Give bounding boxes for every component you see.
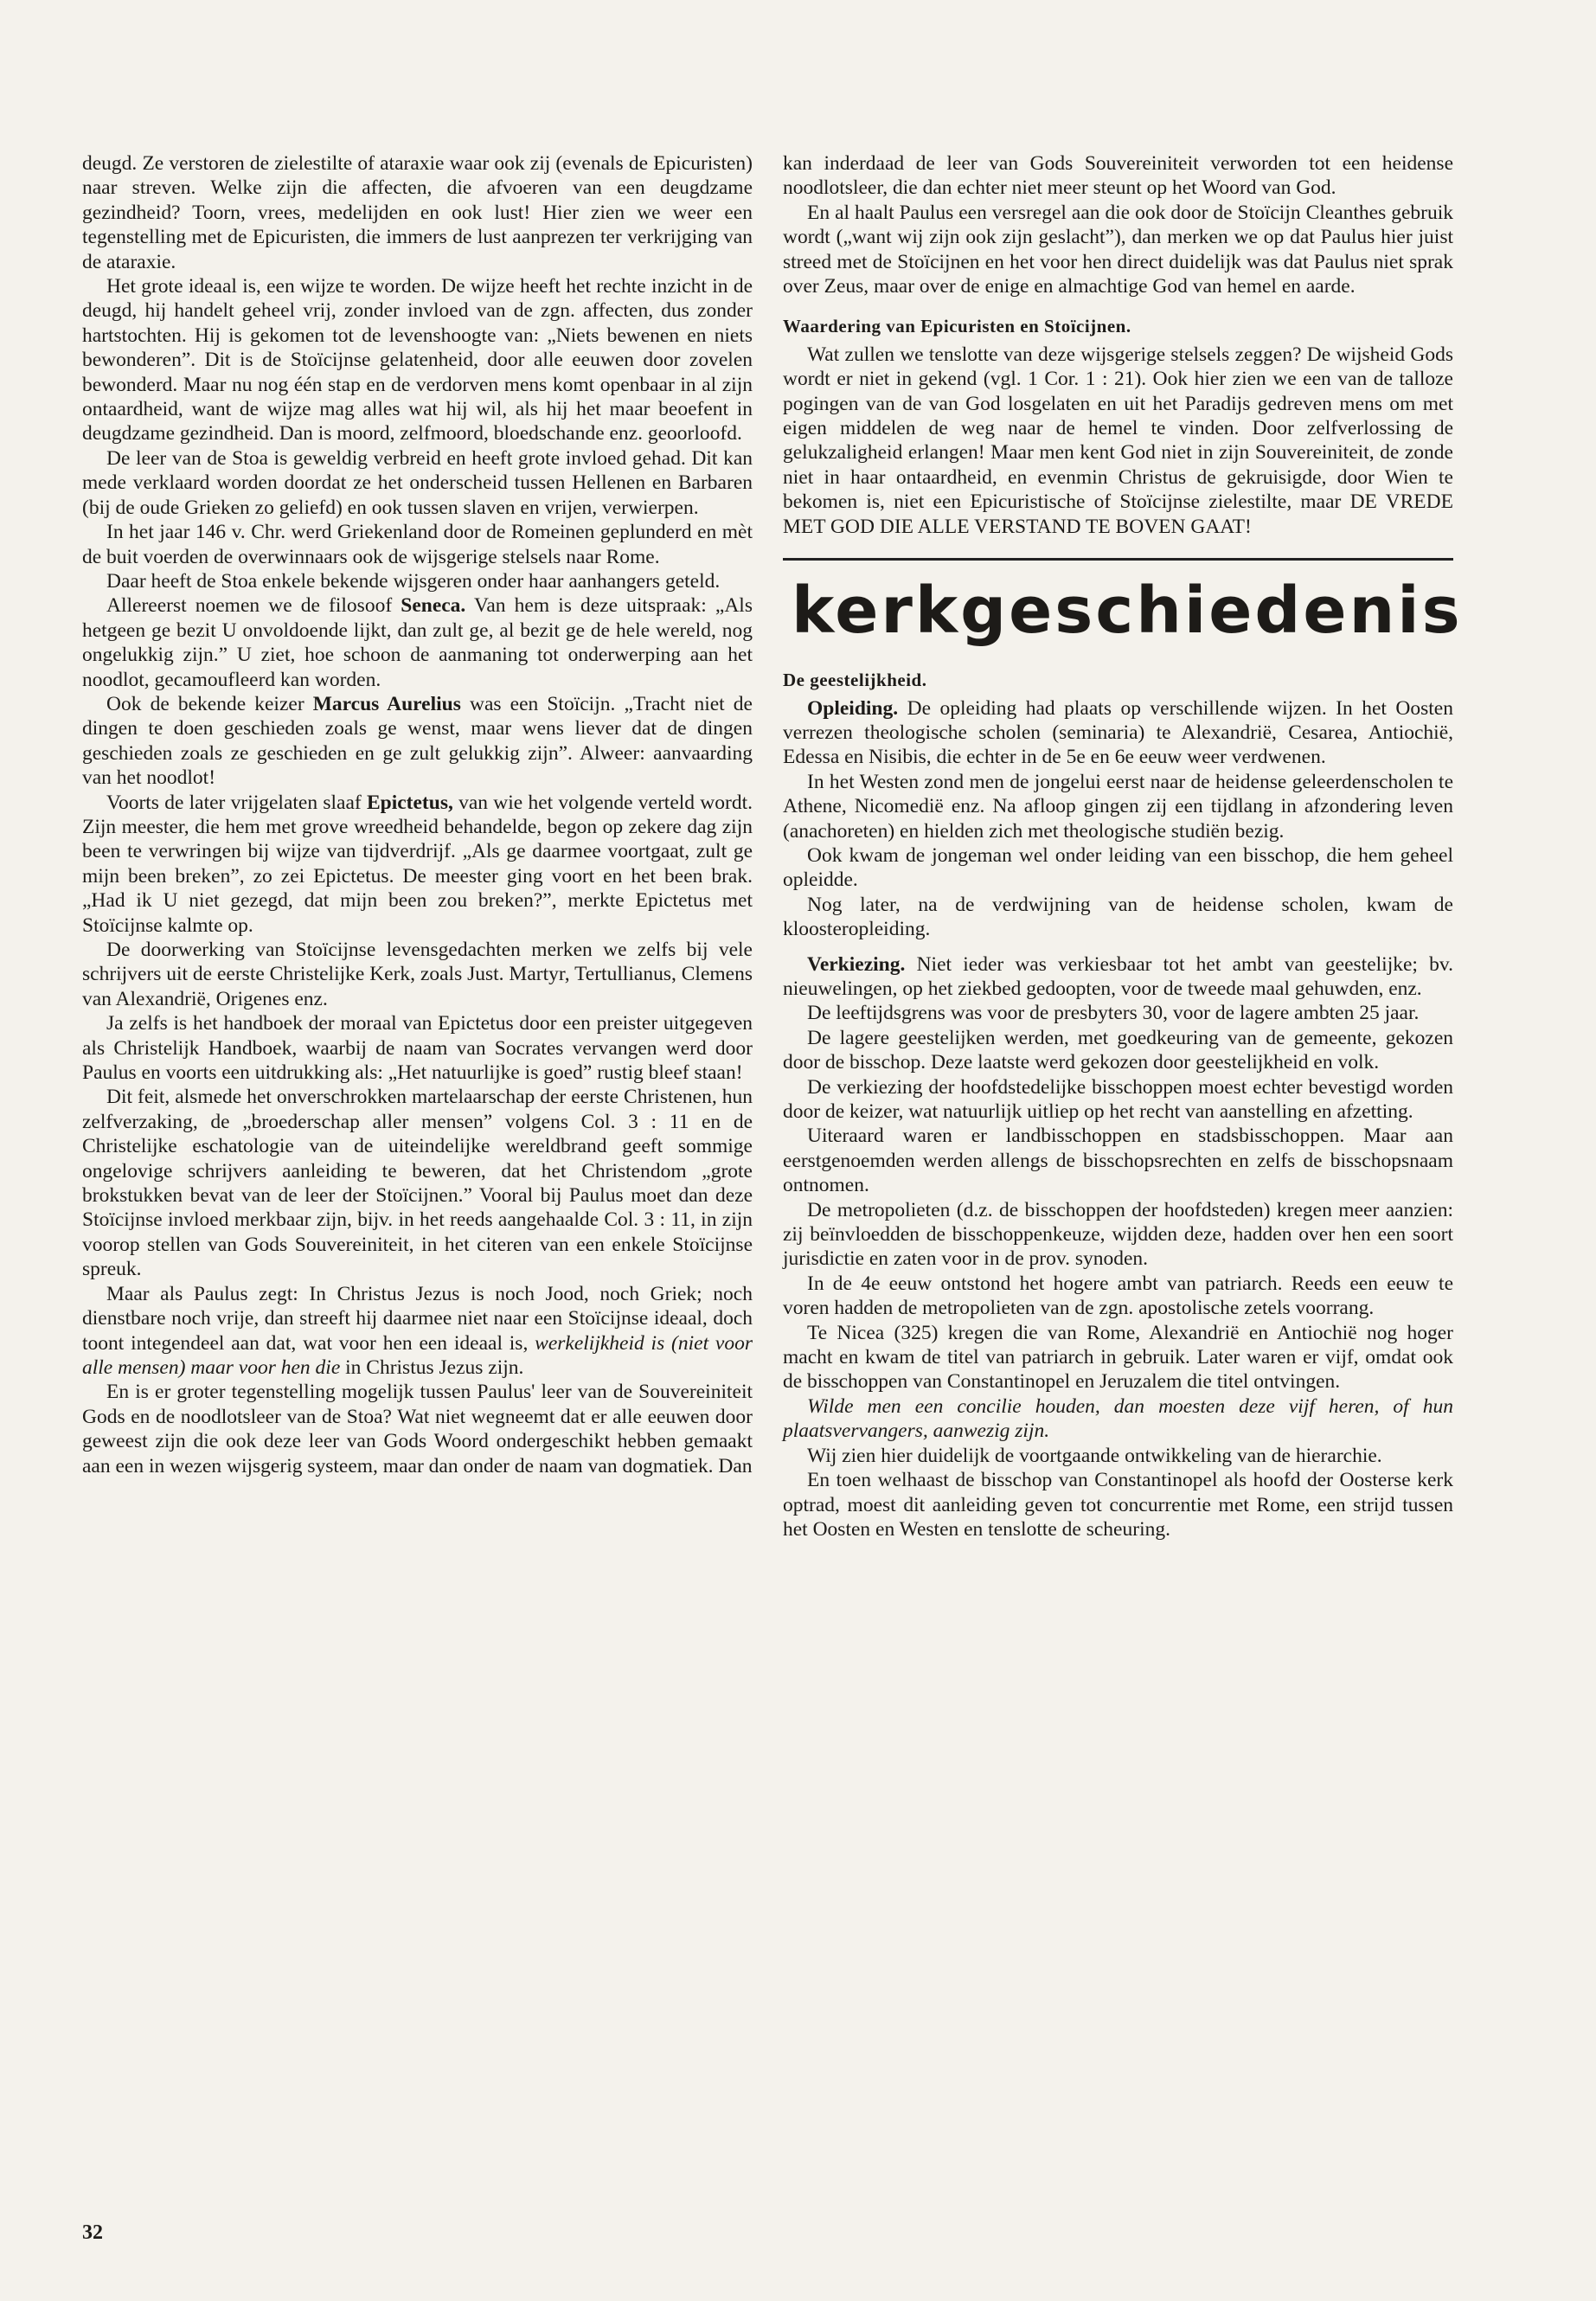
paragraph bbox=[783, 952, 1453, 1002]
text: Maar als Paulus zegt: In Christus Jezus is noch Jood, noch Griek; noch dienstbare noch vrije, dan streeft hij daarmee niet naar een Stoïcijnse ideaal, doch toont integendeel aan dat, wat voor hen een ideaal is, bbox=[82, 1282, 753, 1355]
paragraph: Ja zelfs is het handboek der moraal van Epictetus door een preister uitgegeven als Christelijk Handboek, waarbij de naam van Socrates vervangen werd door Paulus en voorts een uitdrukking als: „Het natuurlijke is goed” rustig bleef staan! bbox=[82, 1012, 753, 1085]
name-seneca: Seneca. bbox=[401, 594, 466, 618]
text: Ook de bekende keizer bbox=[106, 692, 313, 715]
paragraph: De verkiezing der hoofdstedelijke bisschoppen moest echter bevestigd worden door de keizer, wat natuurlijk uitliep op het recht van aanstelling en afzetting. bbox=[783, 1075, 1453, 1123]
paragraph: Wij zien hier duidelijk de voortgaande ontwikkeling van de hierarchie. bbox=[807, 1444, 1382, 1467]
paragraph: Nog later, na de verdwijning van de heidense scholen, kwam de kloosteropleiding. bbox=[783, 893, 1453, 941]
paragraph: Dit feit, alsmede het onverschrokken martelaarschap der eerste Christenen, hun zelfverzaking, de „broederschap aller mensen” volgens Col. 3 : 11 en de Christelijke eschatologie van de uiteindelijke wereldbrand geeft sommige ongelovige schrijvers aanleiding te beweren, dat het Christendom „grote brokstukken bevat van de leer der Stoïcijnen.” Vooral bij Paulus moet dan deze Stoïcijnse invloed merkbaar zijn, bijv. in het reeds aangehaalde Col. 3 : 11, in zijn voorop stellen van Gods Souvereiniteit, in het citeren van een enkele Stoïcijnse spreuk. bbox=[82, 1086, 753, 1281]
right-column bbox=[783, 151, 1463, 1541]
page-number: 32 bbox=[82, 2221, 103, 2244]
run-in-heading: Opleiding. bbox=[807, 696, 899, 720]
paragraph: De leer van de Stoa is geweldig verbreid en heeft grote invloed gehad. Dit kan mede verklaard worden doordat ze het onderscheid tussen Hellenen en Barbaren (bij de oude Grieken zo geliefd) en ook tussen slaven en vrijen, verwierpen. bbox=[82, 446, 753, 519]
paragraph bbox=[783, 696, 1453, 770]
name-marcus-aurelius: Marcus Aurelius bbox=[312, 692, 461, 715]
text: was een Stoïcijn. „Tracht niet de dingen te doen geschieden zoals ge wenst, maar wens liever dat de dingen geschieden zoals ze geschieden en ge zult gelukkig zijn”. Alweer: aanvaarding van het noodlot! bbox=[82, 692, 753, 790]
section-divider bbox=[783, 558, 1453, 561]
text: van wie het volgende verteld wordt. Zijn meester, die hem met grove wreedheid behandelde, begon op zekere dag zijn been te verwringen bij wijze van tijdverdrijf. „Als ge daarmee voortgaat, zult ge mijn been breken”, zo zei Epictetus. De meester ging voort en het been brak. „Had ik U niet gezegd, dat mijn been zou breken?”, merkte Epictetus met Stoïcijnse kalmte op. bbox=[82, 791, 753, 937]
subheading: Waardering van Epicuristen en Stoïcijnen. bbox=[783, 316, 1131, 337]
text: Van hem is deze uitspraak: „Als hetgeen ge bezit U onvoldoende lijkt, dan zult ge, al bezit ge de hele wereld, nog ongelukkig zijn.” U ziet, hoe schoon de aanmaning tot onderwerping aan het noodlot, gecamoufleerd kan worden. bbox=[82, 594, 753, 691]
paragraph: En is er groter tegenstelling mogelijk tussen Paulus' leer van de Souvereiniteit Gods en de noodlotsleer van de Stoa? Wat niet wegneemt dat er alle eeuwen door geweest zijn die ook deze leer van Gods Woord ondergeschikt hebben gemaakt aan een in wezen wijsgerig systeem, maar dan onder de naam van dogmatiek. Dan bbox=[82, 1381, 753, 1477]
paragraph: Uiteraard waren er landbisschoppen en stadsbisschoppen. Maar aan eerstgenoemden werden allengs de bisschopsrechten en zelfs de bisschopsnaam ontnomen. bbox=[783, 1125, 1453, 1197]
paragraph: De metropolieten (d.z. de bisschoppen der hoofdsteden) kregen meer aanzien: zij beïnvloedden de bisschoppenkeuze, wijdden deze, hadden over hen een soort jurisdictie en zaten voor in de prov. synoden. bbox=[783, 1198, 1453, 1271]
text: De opleiding had plaats op verschillende wijzen. In het Oosten verrezen theologische scholen (seminaria) te Alexandrië, Cesarea, Antiochië, Edessa en Nisibis, die echter in de 5e en 6e eeuw weer verdwenen. bbox=[783, 696, 1453, 769]
left-column bbox=[82, 151, 753, 1478]
paragraph bbox=[82, 593, 753, 692]
paragraph: kan inderdaad de leer van Gods Souvereiniteit verworden tot een heidense noodlotsleer, die dan echter niet meer steunt op het Woord van God. bbox=[783, 152, 1453, 200]
paragraph: De leeftijdsgrens was voor de presbyters 30, voor de lagere ambten 25 jaar. bbox=[807, 1002, 1420, 1025]
paragraph: Daar heeft de Stoa enkele bekende wijsgeren onder haar aanhangers geteld. bbox=[106, 569, 721, 593]
run-in-heading: Verkiezing. bbox=[807, 952, 906, 976]
paragraph: Wilde men een concilie houden, dan moesten deze vijf heren, of hun plaatsvervangers, aanwezig zijn. bbox=[783, 1394, 1453, 1443]
paragraph: De doorwerking van Stoïcijnse levensgedachten merken we zelfs bij vele schrijvers uit de eerste Christelijke Kerk, zoals Just. Martyr, Tertullianus, Clemens van Alexandrië, Origenes enz. bbox=[82, 939, 753, 1010]
paragraph bbox=[82, 692, 753, 791]
subheading: De geestelijkheid. bbox=[783, 670, 927, 691]
text: Niet ieder was verkiesbaar tot het ambt van geestelijke; bv. nieuwelingen, op het ziekbed gedoopten, voor de tweede maal gehuwden, enz. bbox=[783, 952, 1453, 1000]
italic-text: werkelijkheid is (niet voor alle mensen) maar voor hen die bbox=[82, 1331, 753, 1379]
paragraph bbox=[82, 1282, 753, 1381]
paragraph: En al haalt Paulus een versregel aan die ook door de Stoïcijn Cleanthes gebruik wordt („want wij zijn ook zijn geslacht”), dan merken we op dat Paulus hier juist streed met de Stoïcijnen en het voor hen direct duidelijk was dat Paulus niet sprak over Zeus, maar over de enige en almachtige God van hemel en aarde. bbox=[783, 201, 1453, 298]
paragraph: In het Westen zond men de jongelui eerst naar de heidense geleerdenscholen te Athene, Nicomedië enz. Na afloop gingen zij een tijdlang in afzondering leven (anachoreten) en hielden zich met theologische studiën bezig. bbox=[783, 770, 1453, 843]
paragraph: deugd. Ze verstoren de zielestilte of ataraxie waar ook zij (evenals de Epicuristen) naar streven. Welke zijn die affecten, die afvoeren van een deugdzame gezindheid? Toorn, vrees, medelijden en ook lust! Hier zien we weer een tegenstelling met de Epicuristen, die immers de lust aanprezen ter verkrijging van de ataraxie. bbox=[82, 152, 753, 273]
caps-text: DE VREDE MET GOD DIE ALLE VERSTAND TE BOVEN GAAT! bbox=[783, 490, 1453, 538]
paragraph: In de 4e eeuw ontstond het hogere ambt van patriarch. Reeds een eeuw te voren hadden de metropolieten van de zgn. apostolische zetels voorrang. bbox=[783, 1272, 1453, 1320]
name-epictetus: Epictetus, bbox=[366, 791, 453, 814]
paragraph: De lagere geestelijken werden, met goedkeuring van de gemeente, gekozen door de bisschop. Deze laatste werd gekozen door geestelijkheid en volk. bbox=[783, 1026, 1453, 1074]
text: Voorts de later vrijgelaten slaaf bbox=[106, 791, 367, 814]
paragraph: Te Nicea (325) kregen die van Rome, Alexandrië en Antiochië nog hoger macht en kwam de titel van patriarch in gebruik. Later waren er vijf, omdat ook de bisschoppen van Constantinopel en Jeruzalem die titel ontvingen. bbox=[783, 1321, 1453, 1394]
text: Wat zullen we tenslotte van deze wijsgerige stelsels zeggen? De wijsheid Gods wordt er niet in gekend (vgl. 1 Cor. 1 : 21). Ook hier zien we een van de talloze pogingen van de van God losgelaten en uit het Paradijs gedreven mens om met eigen middelen de weg naar de hemel te vinden. Door zelfverlossing de gelukzaligheid erlangen! Maar men kent God niet in zijn Souvereiniteit, de zonde niet in haar ontaardheid, en evenmin Christus de gekruisigde, door Wien te bekomen is, niet een Epicuristische of Stoïcijnse zielestilte, maar bbox=[783, 343, 1453, 514]
text: in Christus Jezus zijn. bbox=[340, 1356, 524, 1379]
paragraph bbox=[82, 791, 753, 938]
paragraph: Het grote ideaal is, een wijze te worden. De wijze heeft het rechte inzicht in de deugd, hij handelt geheel vrij, zonder invloed van de zgn. affecten, dus zonder hartstochten. Hij is gekomen tot de levenshoogte van: „Niets bewenen en niets bewonderen”. Dit is de Stoïcijnse gelatenheid, door alle eeuwen door zovelen bewonderd. Maar nu nog één stap en de verdorven mens komt openbaar in al zijn ontaardheid, want de wijze mag alles wat hij wil, als hij het maar beoefent in deugdzame gezindheid. Dan is moord, zelfmoord, bloedschande enz. geoorloofd. bbox=[82, 275, 753, 445]
paragraph bbox=[783, 343, 1453, 539]
section-title: kerkgeschiedenis bbox=[792, 574, 1463, 649]
text: Allereerst noemen we de filosoof bbox=[106, 594, 401, 618]
paragraph: In het jaar 146 v. Chr. werd Griekenland door de Romeinen geplunderd en mèt de buit voerden de overwinnaars ook de wijsgerige stelsels naar Rome. bbox=[82, 521, 753, 568]
paragraph: Ook kwam de jongeman wel onder leiding van een bisschop, die hem geheel opleidde. bbox=[783, 843, 1453, 892]
paragraph: En toen welhaast de bisschop van Constantinopel als hoofd der Oosterse kerk optrad, moest dit aanleiding geven tot concurrentie met Rome, een strijd tussen het Oosten en Westen en tenslotte de scheuring. bbox=[783, 1469, 1453, 1541]
